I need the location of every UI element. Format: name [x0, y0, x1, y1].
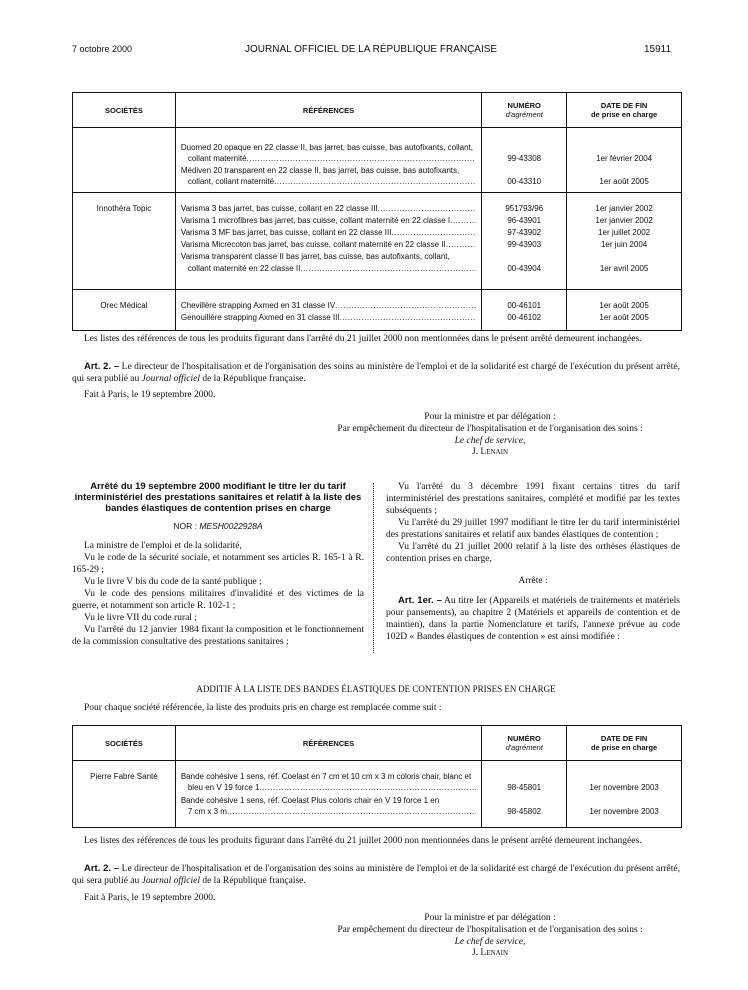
references-table-1	[72, 92, 682, 331]
date-value: 1er août 2005	[599, 313, 649, 322]
numero-value: 97-43902	[507, 228, 542, 237]
table-group-row	[73, 128, 682, 193]
header-date: 7 octobre 2000	[72, 44, 133, 54]
reference-line: collant, collant maternité .....	[188, 176, 476, 187]
col-societes: SOCIÉTÉS	[73, 726, 176, 761]
numero-value: 96-43901	[507, 216, 542, 225]
arrete-paragraph: Vu l'arrêté du 12 janvier 1984 fixant la composition et le fonctionnement de la commission consultative des prestations sanitaires ;	[72, 625, 364, 647]
reference-line: Médiven 20 transparent en 22 classe II, bas jarret, bas cuisse, bas autofixants,	[180, 166, 460, 175]
reference-line: Varisma 3 MF bas jarret, bas cuisse, collant en 22 classe III .....	[181, 227, 476, 238]
date-value: 1er janvier 2002	[595, 204, 653, 213]
col-date: DATE DE FIN de prise en charge	[567, 93, 682, 128]
arrete-title: Arrêté du 19 septembre 2000 modifiant le titre Ier du tarif interministériel des prestations sanitaires et relatif à la liste des bandes élastiques de contention prises en charge	[74, 481, 362, 514]
reference-line: Duomed 20 opaque en 22 classe II, bas jarret, bas cuisse, bas autofixants, collant,	[180, 143, 474, 152]
signature-line: Pour la ministre et par délégation :	[424, 913, 556, 923]
reference-line: collant maternité en 22 classe II .....	[188, 263, 476, 274]
reference-line: Chevillère strapping Axmed en 31 classe IV .....	[181, 300, 476, 311]
listes-paragraph: Les listes des références de tous les produits figurant dans l'arrêté du 21 juillet 2000 non mentionnées dans le présent arrêté demeurent inchangées.	[84, 334, 642, 344]
signature-line: Le chef de service,	[454, 937, 526, 947]
numero-value: 00-46101	[507, 301, 542, 310]
arrete-paragraph: Vu l'arrêté du 3 décembre 1991 fixant certains titres du tarif interministériel des prestations sanitaires, complété et modifié par les textes subséquents ;	[386, 482, 680, 516]
article-2-paragraph: Art. 2. – Le directeur de l'hospitalisation et de l'organisation des soins au ministère de l'emploi et de la solidarité est chargé de l'exécution du présent arrêté, qui sera publié au Journal officiel de la République française.	[72, 863, 680, 886]
numero-value: 98-45801	[507, 783, 542, 792]
references-table-2	[72, 725, 682, 828]
arrete-paragraph: Vu l'arrêté du 29 juillet 1997 modifiant le titre Ier du tarif interministériel des prestations sanitaires et relatif aux bandes élastiques de contention ;	[386, 518, 680, 540]
table-group-row	[73, 193, 682, 290]
numero-value: 99-43903	[507, 240, 542, 249]
reference-line: bleu en V 19 force 1 .....	[188, 782, 476, 793]
signature-line: Par empêchement du directeur de l'hospitalisation et de l'organisation des soins :	[337, 925, 643, 935]
numero-value: 00-46102	[507, 313, 542, 322]
reference-line: Varisma 3 bas jarret, bas cuisse, collant en 22 classe III .....	[181, 203, 476, 214]
header-journal: JOURNAL OFFICIEL DE LA RÉPUBLIQUE FRANÇAISE	[245, 44, 498, 55]
reference-line: Varisma transparent classe II bas jarret, bas cuisse, bas autofixants, collant,	[180, 252, 450, 261]
table-header-row	[73, 93, 682, 128]
col-numero: NUMÉRO d'agrément	[482, 93, 567, 128]
signature-line: Par empêchement du directeur de l'hospitalisation et de l'organisation des soins :	[337, 424, 643, 434]
arrete-word: Arrête :	[518, 576, 548, 586]
date-value: 1er août 2005	[599, 301, 649, 310]
arrete-paragraph: Vu l'arrêté du 21 juillet 2000 relatif à la liste des orthèses élastiques de contention prises en charge,	[386, 542, 680, 564]
reference-line: Varisma 1 microfibres bas jarret, bas cuisse, collant maternité en 22 classe I .....	[181, 215, 476, 226]
article-2-paragraph: Art. 2. – Le directeur de l'hospitalisation et de l'organisation des soins au ministère de l'emploi et de la solidarité est chargé de l'exécution du présent arrêté, qui sera publié au Journal officiel de la République française.	[72, 361, 680, 384]
reference-line: 7 cm x 3 m .....	[188, 806, 476, 817]
numero-value: 951793/96	[505, 204, 544, 213]
date-value: 1er janvier 2002	[595, 216, 653, 225]
date-value: 1er février 2004	[596, 154, 653, 163]
fait-paragraph: Fait à Paris, le 19 septembre 2000.	[84, 893, 216, 903]
reference-line: Bande cohésive 1 sens, réf. Coelast en 7 cm et 10 cm x 3 m coloris chair, blanc et	[180, 772, 472, 781]
arrete-left-column	[72, 481, 364, 648]
date-value: 1er novembre 2003	[589, 783, 659, 792]
date-value: 1er juillet 2002	[598, 228, 651, 237]
arrete-paragraph: Vu le code des pensions militaires d'invalidité et des victimes de la guerre, et notamment son article R. 102-1 ;	[72, 589, 364, 611]
date-value: 1er août 2005	[599, 177, 649, 186]
col-date: DATE DE FIN de prise en charge	[567, 726, 682, 761]
reference-line: Genouillère strapping Axmed en 31 classe III .....	[181, 312, 476, 323]
nor-line: NOR : MESH0022928A	[173, 521, 263, 531]
col-numero: NUMÉRO d'agrément	[482, 726, 567, 761]
arrete-paragraph: Vu le livre V bis du code de la santé publique ;	[84, 577, 262, 587]
date-value: 1er avril 2005	[599, 264, 649, 273]
numero-value: 98-45802	[507, 807, 542, 816]
additif-title: ADDITIF À LA LISTE DES BANDES ÉLASTIQUES DE CONTENTION PRISES EN CHARGE	[196, 684, 556, 694]
reference-line: Bande cohésive 1 sens, réf. Coelast Plus coloris chair en V 19 force 1 en	[180, 796, 440, 805]
column-separator	[373, 483, 374, 653]
signature-line: Pour la ministre et par délégation :	[424, 412, 556, 422]
table-group-row	[73, 290, 682, 331]
societe-name: Pierre Fabre Santé	[90, 772, 158, 781]
col-societes: SOCIÉTÉS	[73, 93, 176, 128]
arrete-paragraph: La ministre de l'emploi et de la solidarité,	[84, 541, 242, 551]
numero-value: 99-43308	[507, 154, 542, 163]
societe-name: Innothéra Topic	[96, 204, 152, 213]
col-references: RÉFÉRENCES	[175, 93, 481, 128]
signature-name: J. Lenain	[471, 948, 509, 958]
reference-line: Varisma Micrecoton bas jarret, bas cuisse, collant maternité en 22 classe II .....	[181, 239, 476, 250]
reference-line: collant maternité .....	[188, 153, 476, 164]
col-references: RÉFÉRENCES	[175, 726, 481, 761]
arrete-paragraph: Vu le code de la sécurité sociale, et notamment ses articles R. 165-1 à R. 165-29 ;	[72, 553, 364, 575]
table-header-row	[73, 726, 682, 761]
listes-paragraph: Les listes des références de tous les produits figurant dans l'arrêté du 21 juillet 2000 non mentionnées dans le présent arrêté demeurent inchangées.	[84, 836, 642, 846]
date-value: 1er juin 2004	[600, 240, 648, 249]
arrete-paragraph: Vu le livre VII du code rural ;	[84, 613, 197, 623]
numero-value: 00-43904	[507, 264, 542, 273]
table-group-row	[73, 761, 682, 828]
header-page: 15911	[644, 44, 672, 55]
signature-line: Le chef de service,	[454, 436, 526, 446]
additif-intro: Pour chaque société référencée, la liste des produits pris en charge est remplacée comme suit :	[84, 703, 442, 713]
signature-name: J. Lenain	[471, 447, 509, 457]
date-value: 1er novembre 2003	[589, 807, 659, 816]
societe-name: Orec Médical	[100, 301, 148, 310]
article-1-paragraph: Art. 1er. – Au titre Ier (Appareils et matériels de traitements et matériels pour pansements), au chapitre 2 (Matériels et appareils de contention et de maintien), dans la partie Nomenclature et tarifs, l'annexe prévue au code 102D « Bandes élastiques de contention » est ainsi modifiée :	[386, 595, 680, 642]
arrete-right-column	[386, 481, 680, 643]
fait-paragraph: Fait à Paris, le 19 septembre 2000.	[84, 390, 216, 400]
numero-value: 00-43310	[507, 177, 542, 186]
